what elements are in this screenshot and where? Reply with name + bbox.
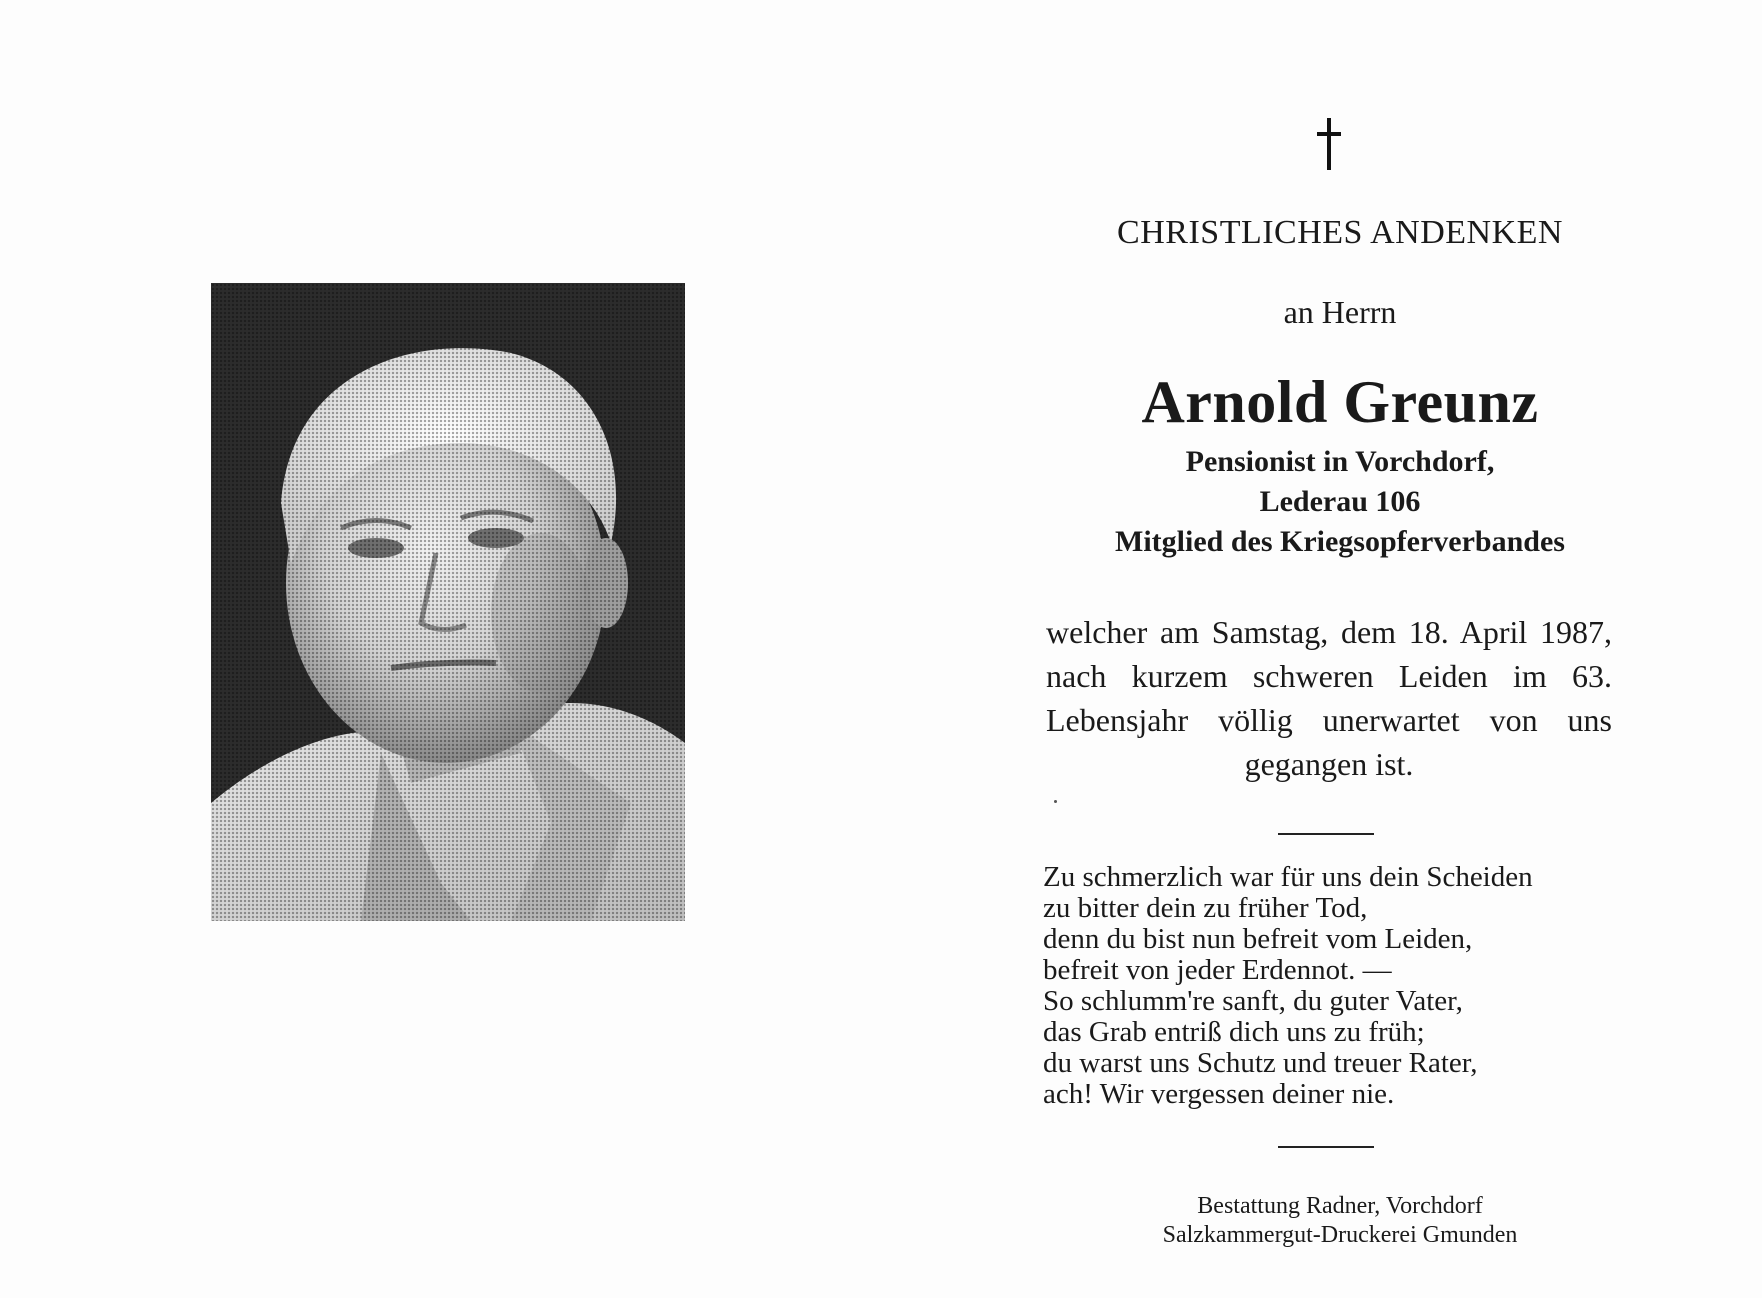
- divider-top: [1278, 833, 1374, 835]
- card-footer: [1030, 1192, 1650, 1250]
- title-line-address: Lederau 106: [1259, 485, 1421, 518]
- poem-line: befreit von jeder Erdennot. —: [1043, 954, 1392, 986]
- poem-line: zu bitter dein zu früher Tod,: [1043, 892, 1368, 924]
- poem-line: ach! Wir vergessen deiner nie.: [1043, 1078, 1395, 1110]
- obituary-text: welcher am Samstag, dem 18. April 1987, nach kurzem schweren Leiden im 63. Lebensjahr völlig unerwartet von uns gegangen ist.: [1046, 614, 1612, 782]
- portrait-photo: [211, 283, 685, 921]
- deceased-name: Arnold Greunz: [1141, 369, 1539, 435]
- divider-bottom: [1278, 1146, 1374, 1148]
- deceased-titles: [1030, 442, 1650, 562]
- poem-line: das Grab entriß dich uns zu früh;: [1043, 1016, 1425, 1048]
- title-line-occupation: Pensionist in Vorchdorf,: [1185, 445, 1495, 478]
- printer-credit: Salzkammergut-Druckerei Gmunden: [1162, 1222, 1518, 1248]
- funeral-home: Bestattung Radner, Vorchdorf: [1197, 1193, 1483, 1219]
- poem-line: du warst uns Schutz und treuer Rater,: [1043, 1047, 1478, 1079]
- left-eye: [348, 538, 404, 558]
- memorial-poem: [1043, 862, 1623, 1110]
- card-heading: CHRISTLICHES ANDENKEN: [1117, 214, 1563, 251]
- poem-line: denn du bist nun befreit vom Leiden,: [1043, 923, 1473, 955]
- cross-icon: [1314, 118, 1344, 170]
- poem-line: Zu schmerzlich war für uns dein Scheiden: [1043, 861, 1533, 893]
- cheek-shadow: [491, 533, 591, 693]
- salutation: an Herrn: [1283, 294, 1397, 330]
- poem-line: So schlumm're sanft, du guter Vater,: [1043, 985, 1463, 1017]
- title-line-membership: Mitglied des Kriegsopferverbandes: [1115, 525, 1565, 558]
- print-speck: [1054, 800, 1057, 803]
- portrait-illustration: [211, 283, 685, 921]
